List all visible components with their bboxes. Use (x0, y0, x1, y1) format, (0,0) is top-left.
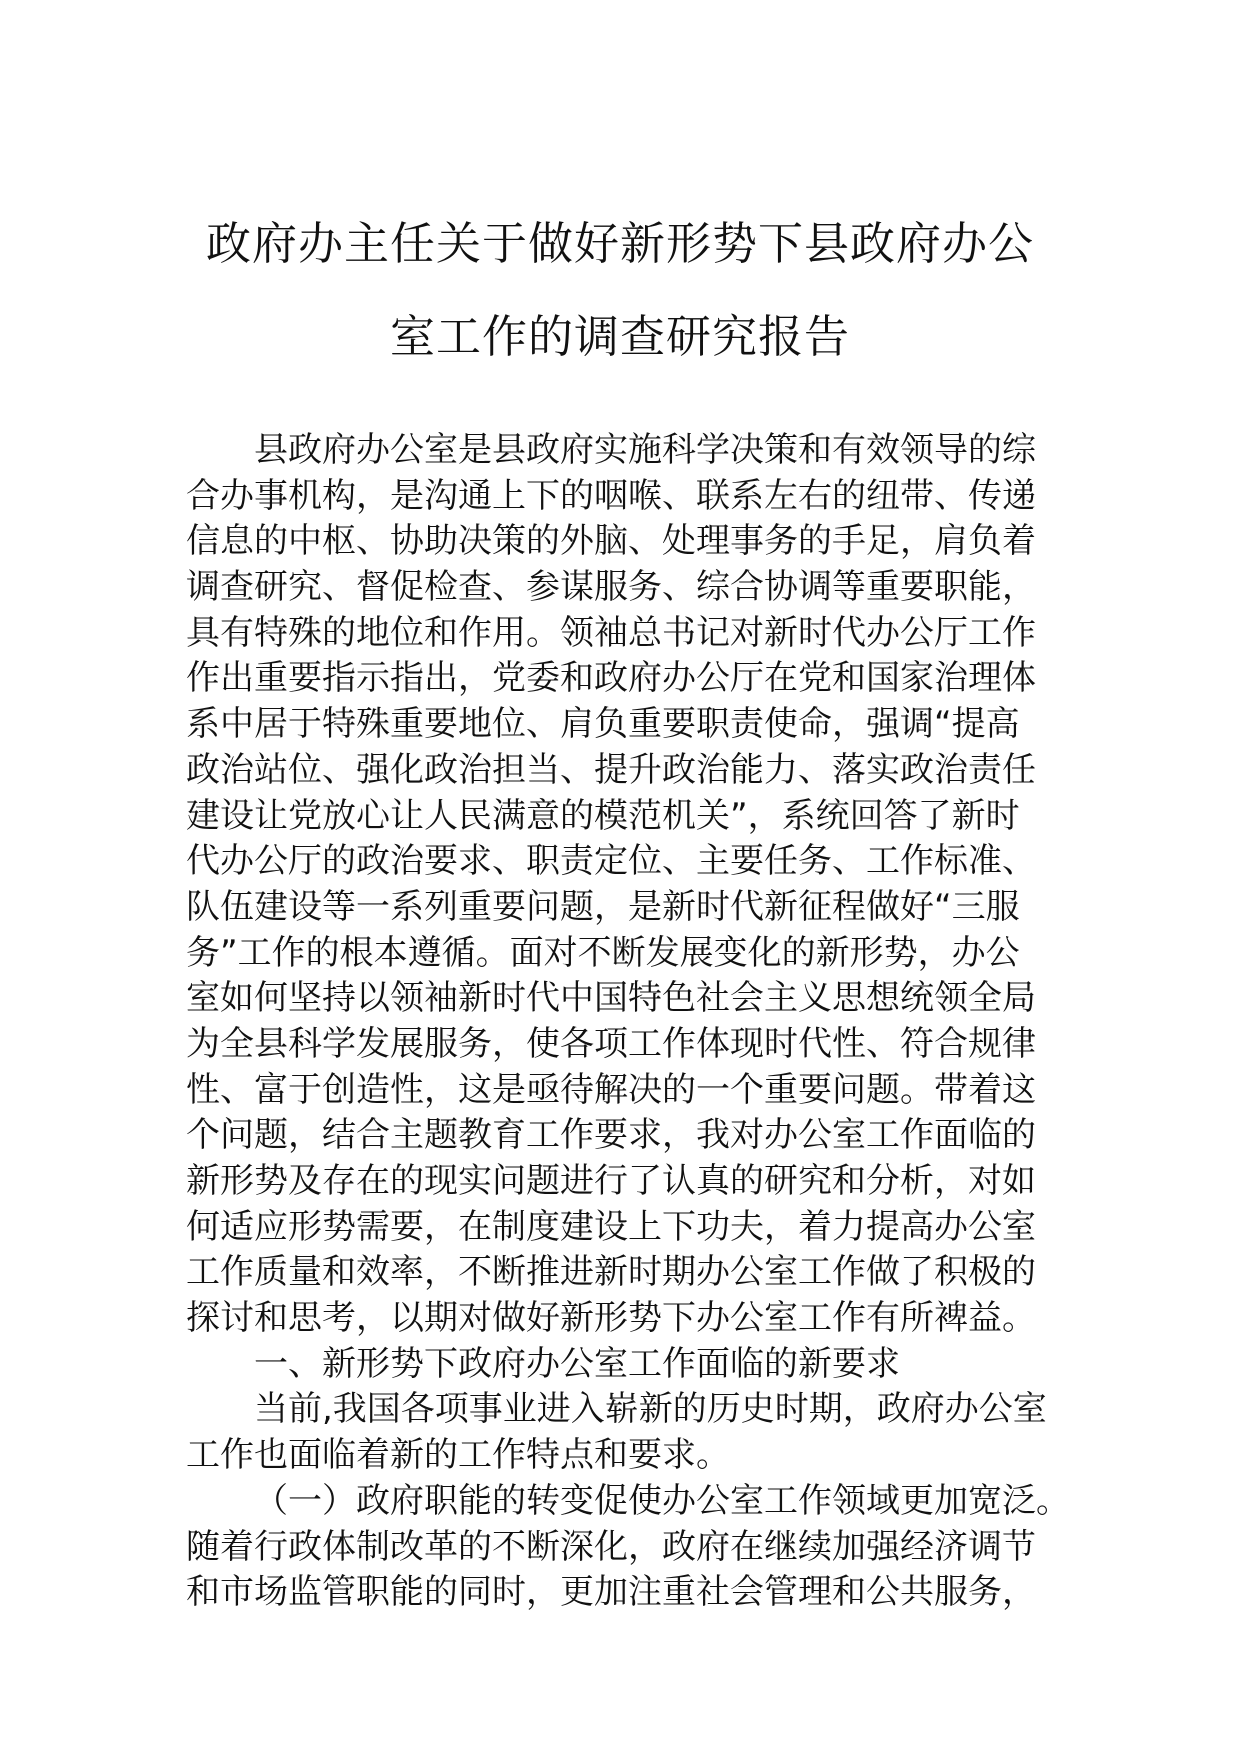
paragraph-line: 县政府办公室是县政府实施科学决策和有效领导的综 (254, 430, 1036, 470)
paragraph-line: 何适应形势需要，在制度建设上下功夫，着力提高办公室 (186, 1206, 1036, 1247)
paragraph-line: 室如何坚持以领袖新时代中国特色社会主义思想统领全局 (186, 978, 1036, 1019)
paragraph-line: 性、富于创造性，这是亟待解决的一个重要问题。带着这 (186, 1069, 1036, 1110)
paragraph-line: 探讨和思考，以期对做好新形势下办公室工作有所裨益。 (186, 1298, 1036, 1339)
paragraph-line: 合办事机构，是沟通上下的咽喉、联系左右的纽带、传递 (186, 475, 1036, 516)
paragraph-line: 政治站位、强化政治担当、提升政治能力、落实政治责任 (186, 749, 1036, 790)
document-title-line-1: 政府办主任关于做好新形势下县政府办公 (205, 217, 1034, 270)
paragraph-line: 新形势及存在的现实问题进行了认真的研究和分析，对如 (186, 1161, 1036, 1201)
paragraph-line: 代办公厅的政治要求、职责定位、主要任务、工作标准、 (186, 841, 1036, 882)
paragraph-line: 和市场监管职能的同时，更加注重社会管理和公共服务， (186, 1572, 1036, 1613)
subsection-heading: （一）政府职能的转变促使办公室工作领域更加宽泛。 (254, 1480, 1070, 1521)
paragraph-line: 当前,我国各项事业进入崭新的历史时期，政府办公室 (254, 1389, 1047, 1430)
paragraph-line: 建设让党放心让人民满意的模范机关”，系统回答了新时 (186, 795, 1020, 836)
paragraph-line: 具有特殊的地位和作用。领袖总书记对新时代办公厅工作 (186, 612, 1036, 653)
paragraph-line: 为全县科学发展服务，使各项工作体现时代性、符合规律 (186, 1023, 1036, 1064)
paragraph-line: 作出重要指示指出，党委和政府办公厅在党和国家治理体 (186, 658, 1036, 699)
section-heading: 一、新形势下政府办公室工作面临的新要求 (254, 1343, 900, 1384)
paragraph-line: 务”工作的根本遵循。面对不断发展变化的新形势，办公 (186, 932, 1020, 973)
document-title-line-2: 室工作的调查研究报告 (389, 310, 850, 363)
paragraph-line: 工作也面临着新的工作特点和要求。 (186, 1435, 730, 1476)
paragraph-line: 工作质量和效率，不断推进新时期办公室工作做了积极的 (186, 1252, 1036, 1293)
document-body (186, 428, 1070, 1616)
paragraph-line: 调查研究、督促检查、参谋服务、综合协调等重要职能， (186, 567, 1036, 608)
paragraph-line: 信息的中枢、协助决策的外脑、处理事务的手足，肩负着 (186, 521, 1036, 562)
paragraph-line: 系中居于特殊重要地位、肩负重要职责使命，强调“提高 (186, 704, 1020, 745)
paragraph-line: 队伍建设等一系列重要问题，是新时代新征程做好“三服 (186, 886, 1020, 927)
paragraph-line: 个问题，结合主题教育工作要求，我对办公室工作面临的 (186, 1115, 1036, 1156)
paragraph-line: 随着行政体制改革的不断深化，政府在继续加强经济调节 (186, 1526, 1036, 1567)
